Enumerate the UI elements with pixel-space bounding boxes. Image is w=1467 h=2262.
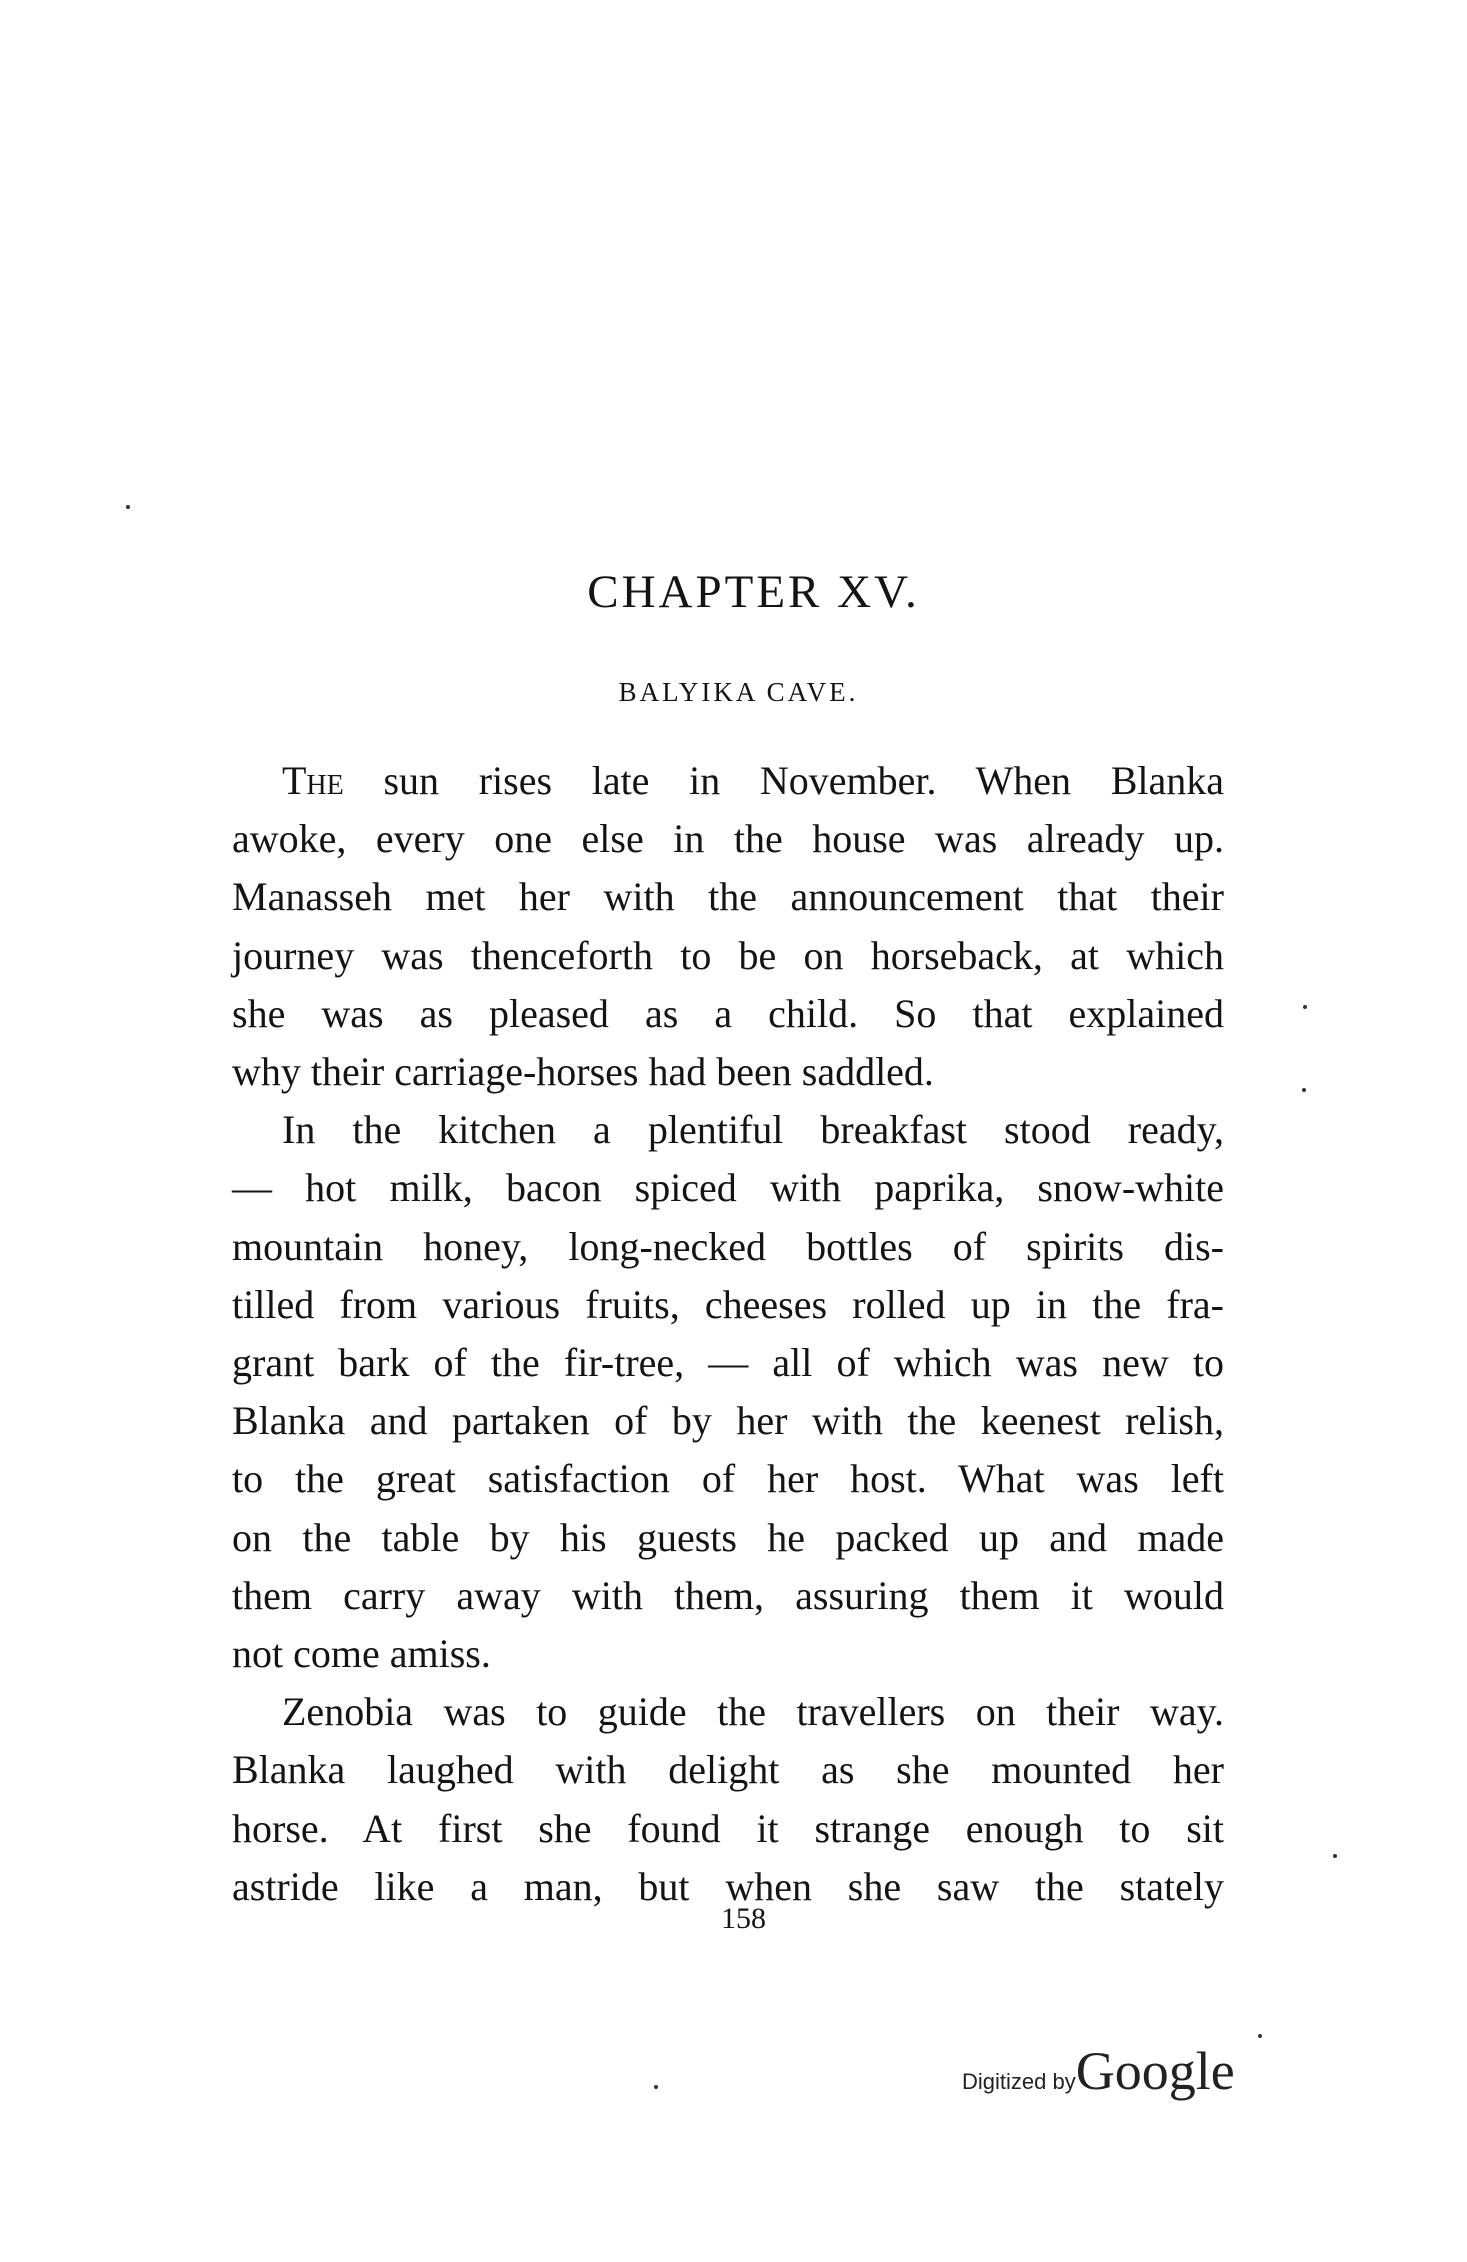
text-line: horse. At first she found it strange enough to sit [232, 1805, 1224, 1851]
text-line: tilled from various fruits, cheeses rolled up in the fra- [232, 1281, 1224, 1327]
text-line: on the table by his guests he packed up and made [232, 1514, 1224, 1560]
chapter-subtitle: BALYIKA CAVE. [618, 677, 859, 707]
line-text: sun rises late in November. When Blanka [343, 758, 1224, 803]
text-line [232, 752, 1224, 810]
paragraph-2 [232, 1101, 1224, 1683]
digitized-by-watermark [962, 2040, 1235, 2102]
watermark-brand: Google [1075, 2041, 1235, 2101]
text-line: Blanka and partaken of by her with the keenest relish, [232, 1398, 1224, 1444]
text-line: them carry away with them, assuring them it would [232, 1572, 1224, 1618]
text-line: astride like a man, but when she saw the stately [232, 1863, 1224, 1909]
body-text [232, 752, 1224, 1916]
text-line: journey was thenceforth to be on horseback, at which [232, 932, 1224, 978]
text-line: Blanka laughed with delight as she mounted her [232, 1747, 1224, 1793]
scan-speck [126, 505, 130, 509]
paragraph-3 [232, 1683, 1224, 1916]
text-line: awoke, every one else in the house was already up. [232, 816, 1224, 862]
text-line: why their carriage-horses had been saddled. [232, 1049, 934, 1095]
text-line: grant bark of the fir-tree, — all of which was new to [232, 1340, 1224, 1386]
page-number: 158 [721, 1902, 766, 1935]
text-line: — hot milk, bacon spiced with paprika, snow-white [232, 1165, 1224, 1211]
text-line: In the kitchen a plentiful breakfast stood ready, [282, 1107, 1224, 1153]
scan-speck [1258, 2034, 1262, 2038]
chapter-title: CHAPTER XV. [587, 566, 920, 618]
watermark-prefix: Digitized by [962, 2069, 1076, 2094]
text-line: not come amiss. [232, 1631, 491, 1677]
scan-speck [1303, 1005, 1307, 1009]
scan-speck [1333, 1854, 1337, 1858]
text-line: Manasseh met her with the announcement that their [232, 874, 1224, 920]
text-line: Zenobia was to guide the travellers on their way. [282, 1689, 1224, 1735]
text-line: to the great satisfaction of her host. What was left [232, 1456, 1224, 1502]
paragraph-1 [232, 752, 1224, 1101]
text-line: she was as pleased as a child. So that explained [232, 990, 1224, 1036]
small-caps-lead: The [282, 758, 344, 803]
text-line: mountain honey, long-necked bottles of spirits dis- [232, 1223, 1224, 1269]
scan-speck [1302, 1088, 1306, 1092]
scan-speck [654, 2085, 658, 2089]
